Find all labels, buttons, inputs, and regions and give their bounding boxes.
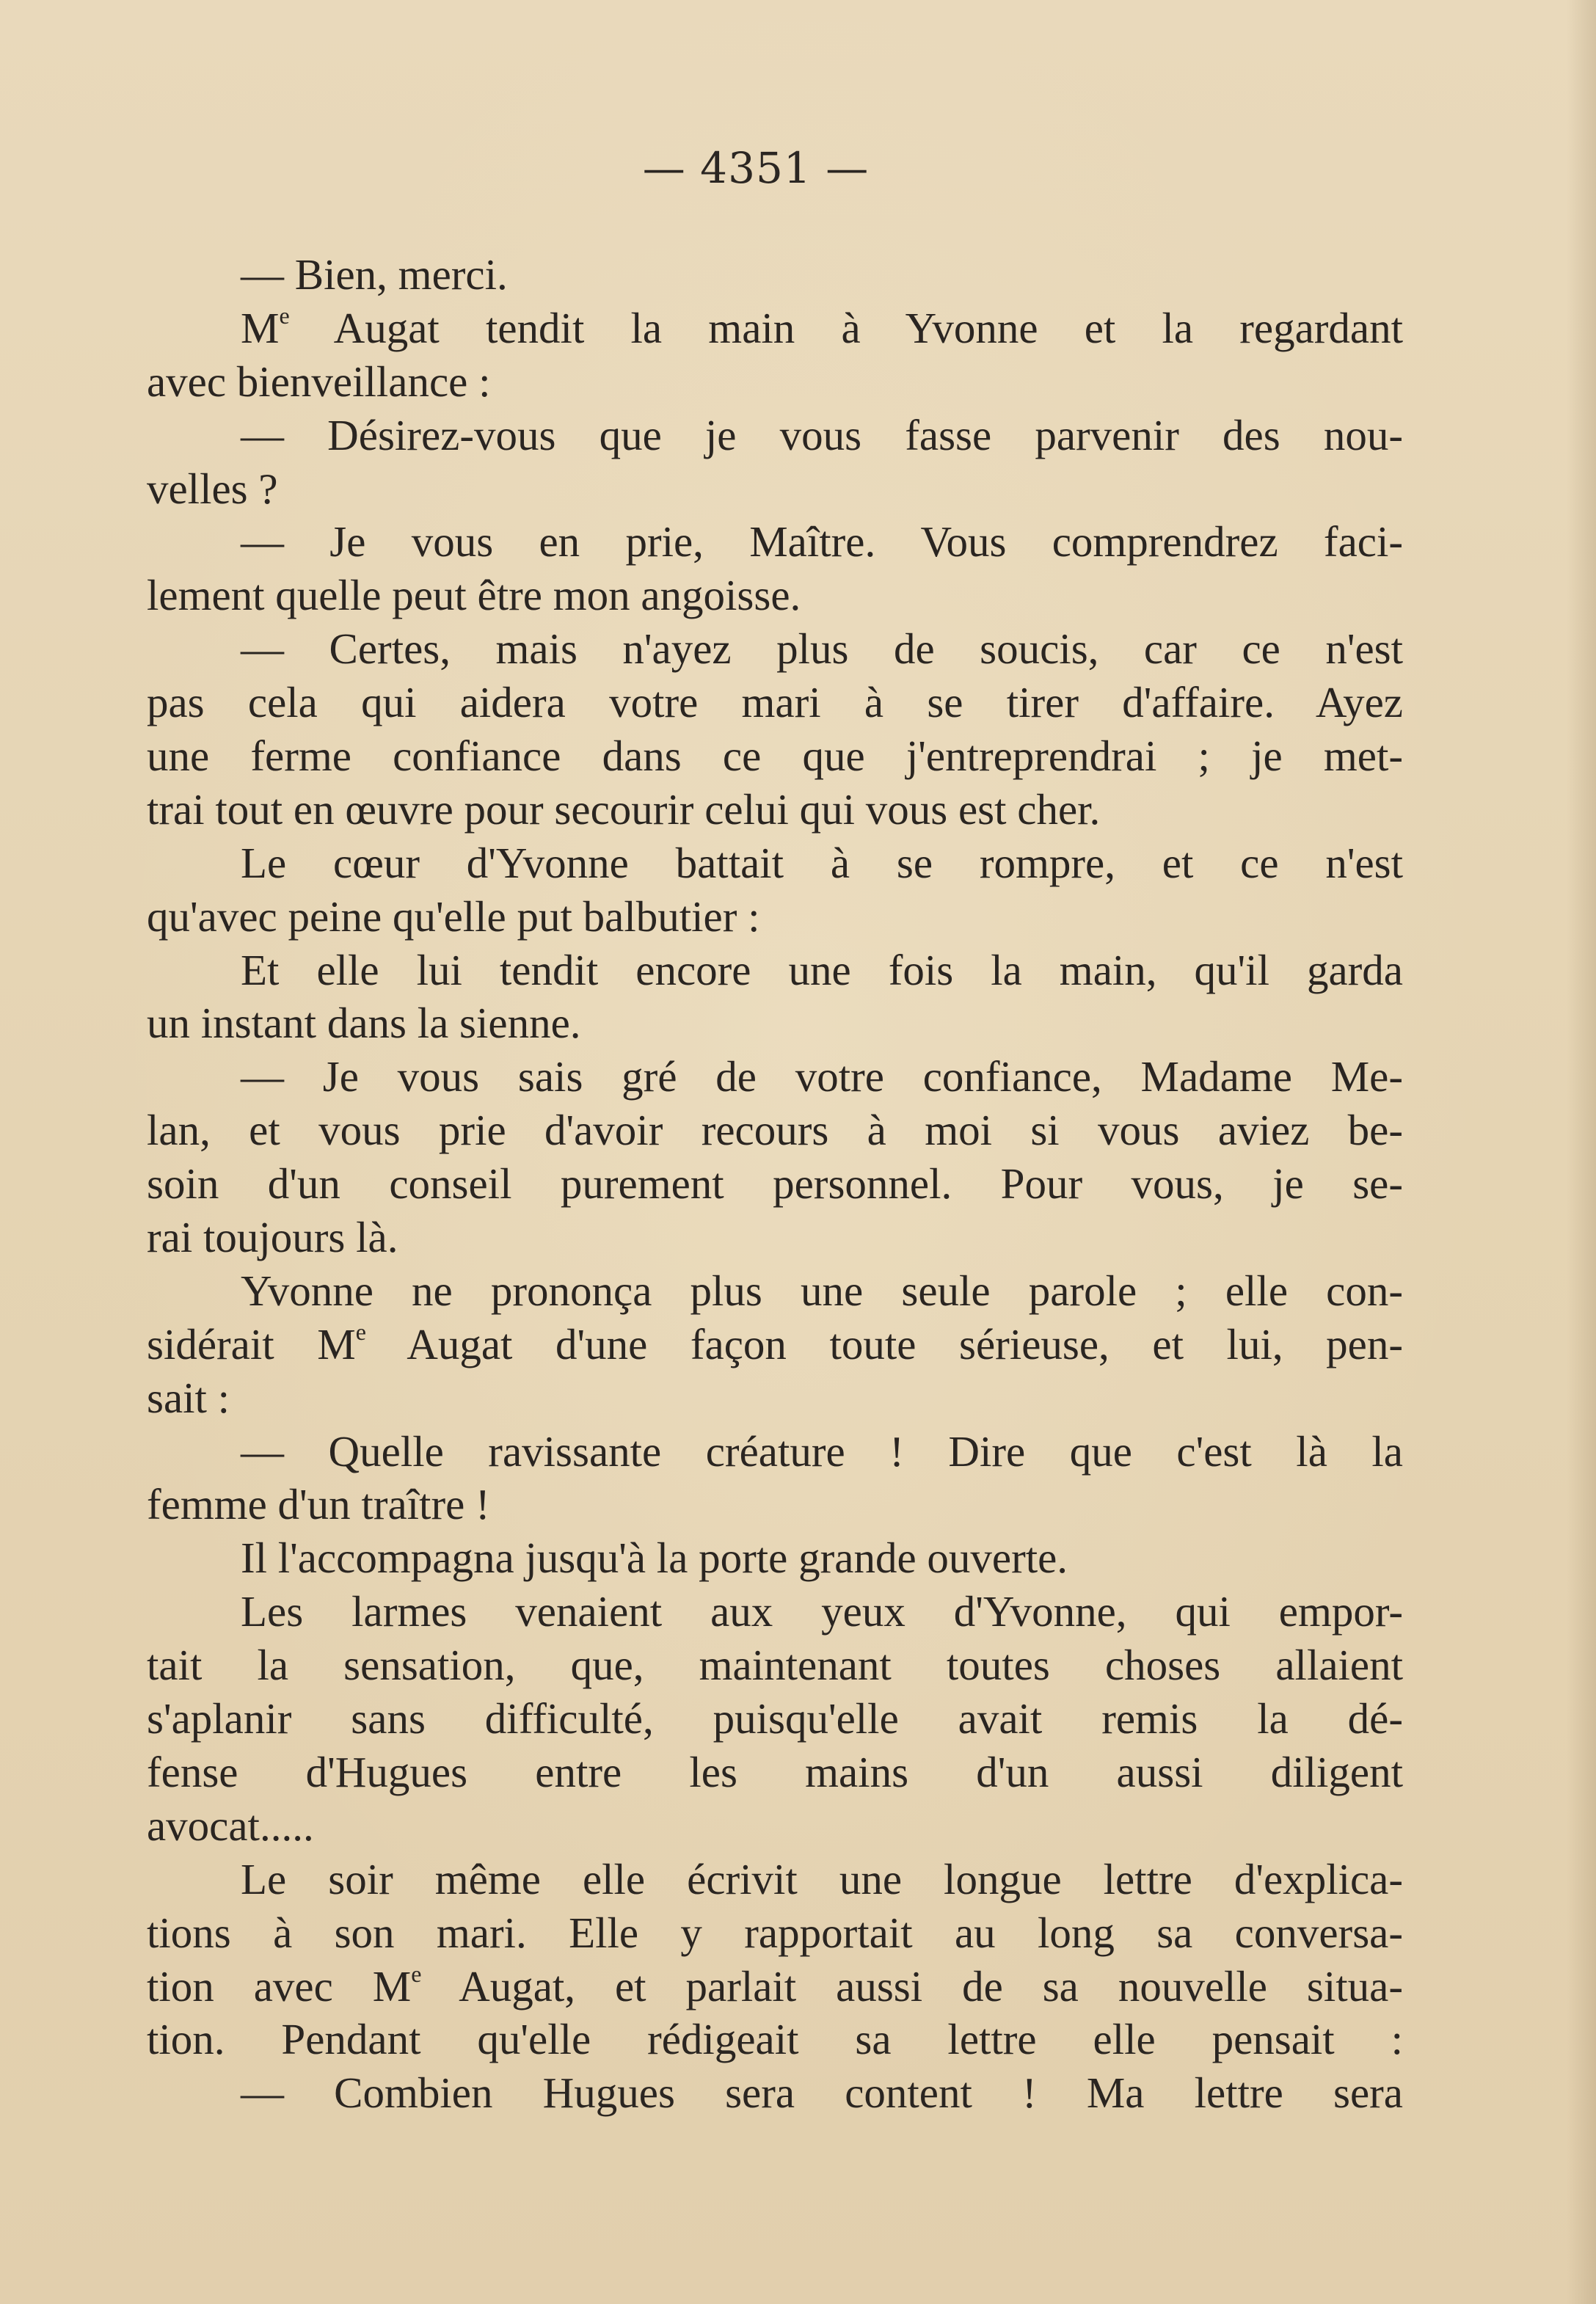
page-edge-shadow (1567, 0, 1596, 2304)
text-line: Yvonne ne prononça plus une seule parole ; elle con- (241, 1266, 1403, 1315)
text-line: — Désirez-vous que je vous fasse parvenir des nou- (241, 410, 1403, 459)
text-line: Les larmes venaient aux yeux d'Yvonne, qui empor- (241, 1587, 1403, 1636)
text-line: — Combien Hugues sera content ! Ma lettre sera (241, 2068, 1403, 2118)
text-line: trai tout en œuvre pour secourir celui qui vous est cher. (147, 784, 1101, 834)
text-line: fense d'Hugues entre les mains d'un aussi diligent (147, 1747, 1403, 1796)
page-number: — 4351 — (642, 143, 870, 193)
body-text (147, 248, 1403, 2120)
text-line: Et elle lui tendit encore une fois la main, qu'il garda (241, 945, 1403, 994)
text-line: soin d'un conseil purement personnel. Pour vous, je se- (147, 1159, 1403, 1208)
text-line: lan, et vous prie d'avoir recours à moi si vous aviez be- (147, 1106, 1403, 1155)
text-line: tions à son mari. Elle y rapportait au long sa conversa- (147, 1908, 1403, 1957)
text-line: Le soir même elle écrivit une longue lettre d'explica- (241, 1854, 1403, 1903)
text-line: — Je vous en prie, Maître. Vous comprendrez faci- (241, 517, 1403, 566)
text-line: — Bien, merci. (241, 250, 508, 299)
text-line: s'aplanir sans difficulté, puisqu'elle avait remis la dé- (147, 1694, 1403, 1743)
text-line: femme d'un traître ! (147, 1480, 490, 1529)
text-line: un instant dans la sienne. (147, 999, 581, 1048)
text-line: Me Augat tendit la main à Yvonne et la regardant (241, 302, 1403, 352)
text-line: une ferme confiance dans ce que j'entreprendrai ; je met- (147, 732, 1403, 781)
text-line: tait la sensation, que, maintenant toutes choses allaient (147, 1641, 1403, 1690)
text-line: velles ? (147, 464, 278, 513)
text-line: — Quelle ravissante créature ! Dire que c'est là la (241, 1426, 1403, 1476)
text-line: tion. Pendant qu'elle rédigeait sa lettre elle pensait : (147, 2015, 1403, 2064)
text-line: tion avec Me Augat, et parlait aussi de sa nouvelle situa- (147, 1960, 1403, 2010)
text-line: — Je vous sais gré de votre confiance, Madame Me- (241, 1052, 1403, 1101)
text-line: Il l'accompagna jusqu'à la porte grande ouverte. (241, 1534, 1068, 1583)
text-line: sait : (147, 1373, 230, 1422)
text-line: sidérait Me Augat d'une façon toute sérieuse, et lui, pen- (147, 1318, 1403, 1368)
text-line: pas cela qui aidera votre mari à se tirer d'affaire. Ayez (147, 678, 1403, 727)
text-line: qu'avec peine qu'elle put balbutier : (147, 892, 760, 941)
text-line: avec bienveillance : (147, 357, 491, 406)
text-line: — Certes, mais n'ayez plus de soucis, car ce n'est (241, 624, 1403, 674)
text-line: Le cœur d'Yvonne battait à se rompre, et ce n'est (241, 838, 1403, 887)
text-line: lement quelle peut être mon angoisse. (147, 571, 801, 620)
text-line: rai toujours là. (147, 1213, 398, 1262)
text-line: avocat..... (147, 1801, 314, 1850)
